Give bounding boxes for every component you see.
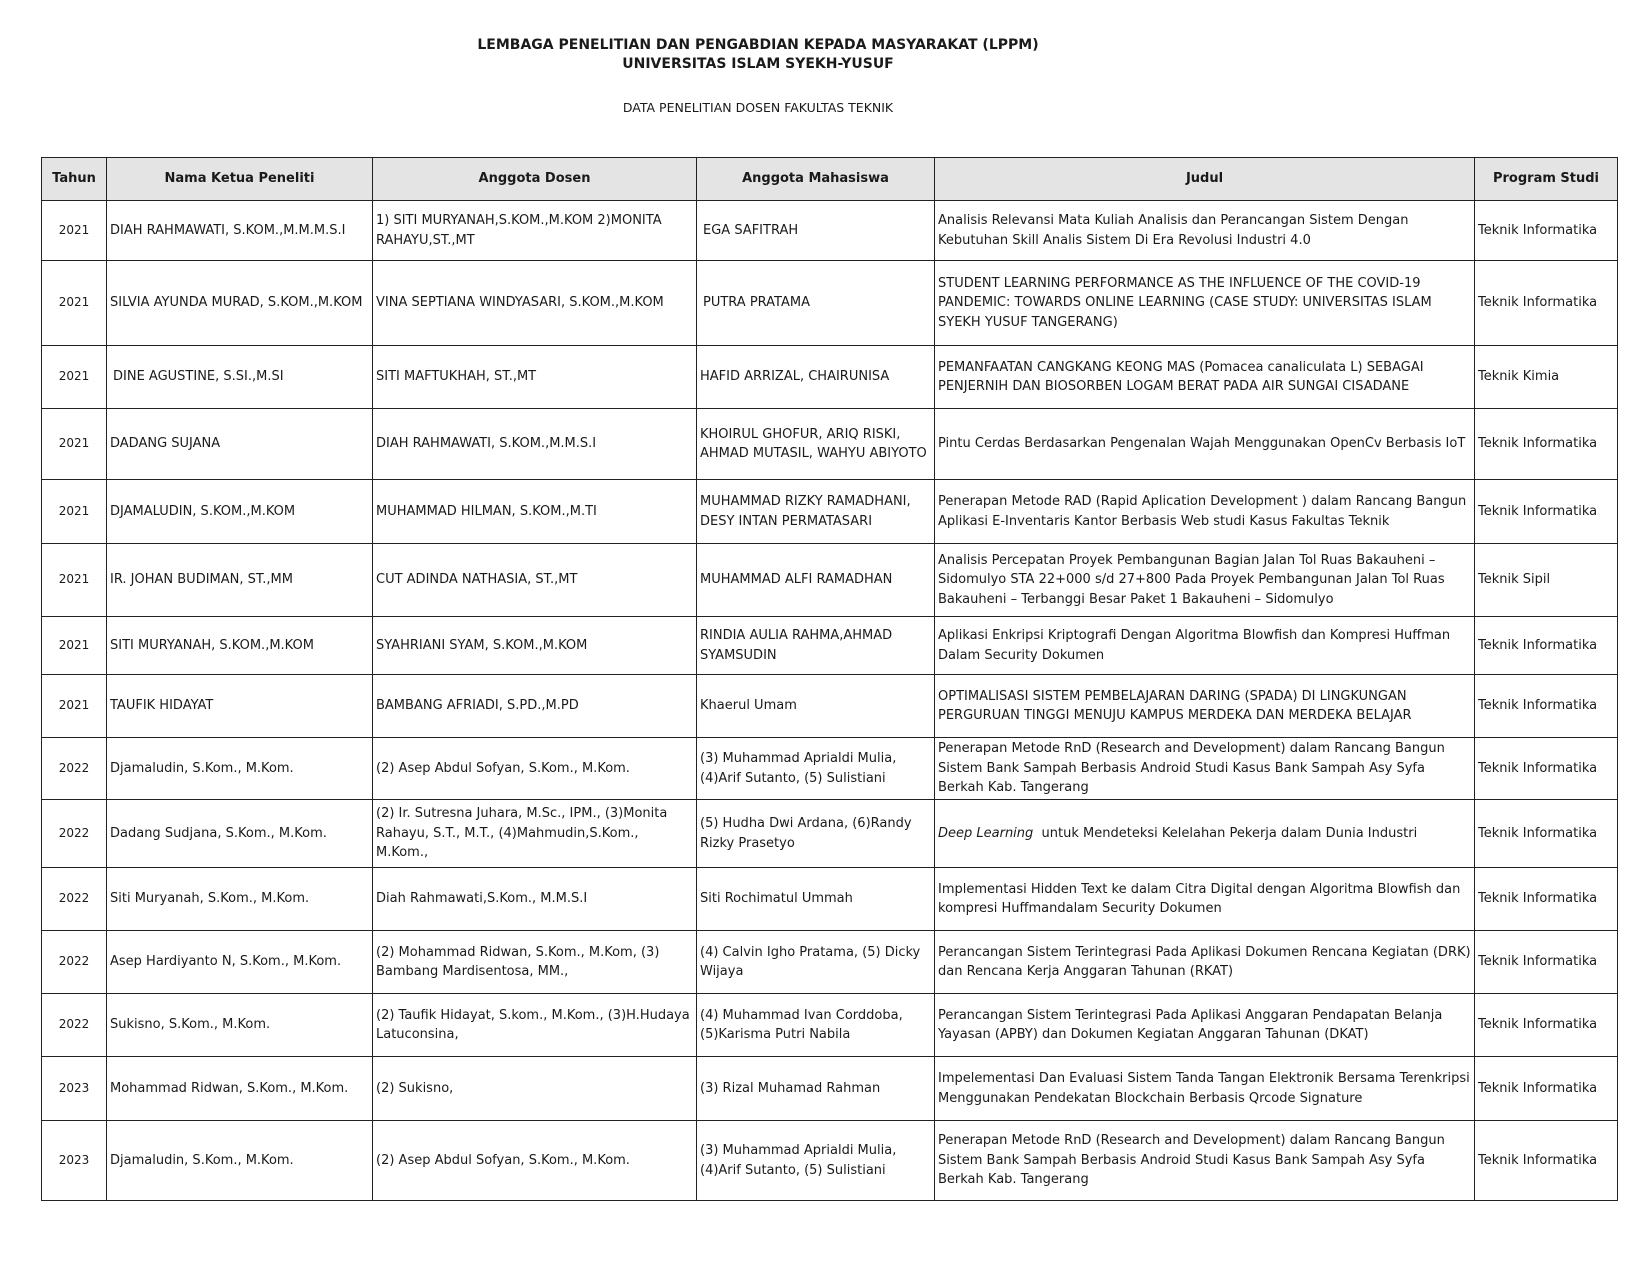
cell-judul: Perancangan Sistem Terintegrasi Pada Aplikasi Anggaran Pendapatan Belanja Yayasan (APBY) dan Dokumen Kegiatan Anggaran Tahunan (DKAT) xyxy=(935,994,1475,1057)
cell-judul: Analisis Percepatan Proyek Pembangunan Bagian Jalan Tol Ruas Bakauheni – Sidomulyo STA 22+000 s/d 27+800 Pada Proyek Pembangunan Jalan Tol Ruas Bakauheni – Terbanggi Besar Paket 1 Bakauheni – Sidomulyo xyxy=(935,544,1475,617)
cell-tahun: 2023 xyxy=(42,1057,107,1121)
table-row xyxy=(42,544,1618,617)
cell-ketua: Djamaludin, S.Kom., M.Kom. xyxy=(107,738,373,800)
cell-judul: Aplikasi Enkripsi Kriptografi Dengan Algoritma Blowfish dan Kompresi Huffman Dalam Security Dokumen xyxy=(935,617,1475,675)
cell-prodi: Teknik Informatika xyxy=(1475,617,1618,675)
university-title: UNIVERSITAS ISLAM SYEKH-YUSUF xyxy=(622,56,894,72)
cell-ketua: DADANG SUJANA xyxy=(107,409,373,480)
cell-judul: STUDENT LEARNING PERFORMANCE AS THE INFLUENCE OF THE COVID-19 PANDEMIC: TOWARDS ONLINE LEARNING (CASE STUDY: UNIVERSITAS ISLAM SYEKH YUSUF TANGERANG) xyxy=(935,261,1475,346)
cell-ketua: SILVIA AYUNDA MURAD, S.KOM.,M.KOM xyxy=(107,261,373,346)
cell-dosen: SITI MAFTUKHAH, ST.,MT xyxy=(373,346,697,409)
cell-dosen: (2) Ir. Sutresna Juhara, M.Sc., IPM., (3)Monita Rahayu, S.T., M.T., (4)Mahmudin,S.Kom., M.Kom., xyxy=(373,800,697,868)
header-program-studi: Program Studi xyxy=(1475,158,1618,201)
cell-judul: PEMANFAATAN CANGKANG KEONG MAS (Pomacea canaliculata L) SEBAGAI PENJERNIH DAN BIOSORBEN LOGAM BERAT PADA AIR SUNGAI CISADANE xyxy=(935,346,1475,409)
cell-prodi: Teknik Informatika xyxy=(1475,261,1618,346)
cell-dosen: (2) Asep Abdul Sofyan, S.Kom., M.Kom. xyxy=(373,738,697,800)
cell-tahun: 2022 xyxy=(42,931,107,994)
cell-ketua: Dadang Sudjana, S.Kom., M.Kom. xyxy=(107,800,373,868)
cell-mahasiswa: EGA SAFITRAH xyxy=(697,201,935,261)
cell-tahun: 2021 xyxy=(42,409,107,480)
table-row xyxy=(42,409,1618,480)
cell-prodi: Teknik Informatika xyxy=(1475,409,1618,480)
cell-ketua: DINE AGUSTINE, S.SI.,M.SI xyxy=(107,346,373,409)
cell-tahun: 2021 xyxy=(42,261,107,346)
cell-ketua: Asep Hardiyanto N, S.Kom., M.Kom. xyxy=(107,931,373,994)
cell-prodi: Teknik Informatika xyxy=(1475,1121,1618,1201)
cell-dosen: VINA SEPTIANA WINDYASARI, S.KOM.,M.KOM xyxy=(373,261,697,346)
cell-prodi: Teknik Informatika xyxy=(1475,201,1618,261)
cell-mahasiswa: RINDIA AULIA RAHMA,AHMAD SYAMSUDIN xyxy=(697,617,935,675)
cell-dosen: CUT ADINDA NATHASIA, ST.,MT xyxy=(373,544,697,617)
institution-title: LEMBAGA PENELITIAN DAN PENGABDIAN KEPADA MASYARAKAT (LPPM) xyxy=(477,37,1039,53)
table-row xyxy=(42,261,1618,346)
cell-judul: Perancangan Sistem Terintegrasi Pada Aplikasi Dokumen Rencana Kegiatan (DRK) dan Rencana Kerja Anggaran Tahunan (RKAT) xyxy=(935,931,1475,994)
cell-prodi: Teknik Informatika xyxy=(1475,1057,1618,1121)
header-anggota-dosen: Anggota Dosen xyxy=(373,158,697,201)
cell-dosen: (2) Asep Abdul Sofyan, S.Kom., M.Kom. xyxy=(373,1121,697,1201)
table-header-row xyxy=(42,158,1618,201)
cell-judul: Implementasi Hidden Text ke dalam Citra Digital dengan Algoritma Blowfish dan kompresi Huffmandalam Security Dokumen xyxy=(935,868,1475,931)
cell-ketua: TAUFIK HIDAYAT xyxy=(107,675,373,738)
cell-mahasiswa: MUHAMMAD RIZKY RAMADHANI, DESY INTAN PERMATASARI xyxy=(697,480,935,544)
cell-prodi: Teknik Informatika xyxy=(1475,738,1618,800)
cell-mahasiswa: (4) Calvin Igho Pratama, (5) Dicky Wijaya xyxy=(697,931,935,994)
cell-tahun: 2022 xyxy=(42,994,107,1057)
header-anggota-mahasiswa: Anggota Mahasiswa xyxy=(697,158,935,201)
table-row xyxy=(42,994,1618,1057)
cell-ketua: DJAMALUDIN, S.KOM.,M.KOM xyxy=(107,480,373,544)
cell-tahun: 2021 xyxy=(42,544,107,617)
cell-tahun: 2022 xyxy=(42,738,107,800)
cell-mahasiswa: (3) Rizal Muhamad Rahman xyxy=(697,1057,935,1121)
table-row xyxy=(42,868,1618,931)
cell-judul: Pintu Cerdas Berdasarkan Pengenalan Wajah Menggunakan OpenCv Berbasis IoT xyxy=(935,409,1475,480)
cell-prodi: Teknik Informatika xyxy=(1475,994,1618,1057)
cell-mahasiswa: (3) Muhammad Aprialdi Mulia, (4)Arif Sutanto, (5) Sulistiani xyxy=(697,738,935,800)
table-row xyxy=(42,346,1618,409)
table-row xyxy=(42,800,1618,868)
cell-judul: Impelementasi Dan Evaluasi Sistem Tanda Tangan Elektronik Bersama Terenkripsi Menggunakan Pendekatan Blockchain Berbasis Qrcode Signature xyxy=(935,1057,1475,1121)
cell-mahasiswa: KHOIRUL GHOFUR, ARIQ RISKI, AHMAD MUTASIL, WAHYU ABIYOTO xyxy=(697,409,935,480)
cell-ketua: IR. JOHAN BUDIMAN, ST.,MM xyxy=(107,544,373,617)
cell-ketua: Mohammad Ridwan, S.Kom., M.Kom. xyxy=(107,1057,373,1121)
cell-mahasiswa: (5) Hudha Dwi Ardana, (6)Randy Rizky Prasetyo xyxy=(697,800,935,868)
cell-judul: Analisis Relevansi Mata Kuliah Analisis dan Perancangan Sistem Dengan Kebutuhan Skill Analis Sistem Di Era Revolusi Industri 4.0 xyxy=(935,201,1475,261)
cell-mahasiswa: Siti Rochimatul Ummah xyxy=(697,868,935,931)
table-row xyxy=(42,617,1618,675)
table-row xyxy=(42,480,1618,544)
cell-prodi: Teknik Informatika xyxy=(1475,931,1618,994)
cell-tahun: 2023 xyxy=(42,1121,107,1201)
cell-dosen: (2) Sukisno, xyxy=(373,1057,697,1121)
judul-italic-term: Deep Learning xyxy=(938,825,1034,841)
table-row xyxy=(42,738,1618,800)
cell-prodi: Teknik Informatika xyxy=(1475,480,1618,544)
table-row xyxy=(42,201,1618,261)
cell-tahun: 2021 xyxy=(42,480,107,544)
cell-ketua: SITI MURYANAH, S.KOM.,M.KOM xyxy=(107,617,373,675)
table-row xyxy=(42,675,1618,738)
cell-dosen: DIAH RAHMAWATI, S.KOM.,M.M.S.I xyxy=(373,409,697,480)
cell-mahasiswa: MUHAMMAD ALFI RAMADHAN xyxy=(697,544,935,617)
table-row xyxy=(42,931,1618,994)
cell-dosen: MUHAMMAD HILMAN, S.KOM.,M.TI xyxy=(373,480,697,544)
cell-judul: Penerapan Metode RAD (Rapid Aplication Development ) dalam Rancang Bangun Aplikasi E-Inventaris Kantor Berbasis Web studi Kasus Fakultas Teknik xyxy=(935,480,1475,544)
cell-tahun: 2021 xyxy=(42,617,107,675)
cell-prodi: Teknik Kimia xyxy=(1475,346,1618,409)
judul-text: untuk Mendeteksi Kelelahan Pekerja dalam Dunia Industri xyxy=(1033,825,1418,841)
table-row xyxy=(42,1121,1618,1201)
cell-dosen: (2) Taufik Hidayat, S.kom., M.Kom., (3)H.Hudaya Latuconsina, xyxy=(373,994,697,1057)
cell-dosen: SYAHRIANI SYAM, S.KOM.,M.KOM xyxy=(373,617,697,675)
cell-dosen: BAMBANG AFRIADI, S.PD.,M.PD xyxy=(373,675,697,738)
cell-mahasiswa: Khaerul Umam xyxy=(697,675,935,738)
cell-prodi: Teknik Sipil xyxy=(1475,544,1618,617)
cell-judul: Penerapan Metode RnD (Research and Development) dalam Rancang Bangun Sistem Bank Sampah Berbasis Android Studi Kasus Bank Sampah Asy Syfa Berkah Kab. Tangerang xyxy=(935,738,1475,800)
cell-prodi: Teknik Informatika xyxy=(1475,800,1618,868)
cell-prodi: Teknik Informatika xyxy=(1475,868,1618,931)
cell-ketua: DIAH RAHMAWATI, S.KOM.,M.M.M.S.I xyxy=(107,201,373,261)
cell-tahun: 2022 xyxy=(42,800,107,868)
cell-mahasiswa: (4) Muhammad Ivan Corddoba, (5)Karisma Putri Nabila xyxy=(697,994,935,1057)
cell-ketua: Djamaludin, S.Kom., M.Kom. xyxy=(107,1121,373,1201)
header-nama-ketua: Nama Ketua Peneliti xyxy=(107,158,373,201)
cell-dosen: 1) SITI MURYANAH,S.KOM.,M.KOM 2)MONITA RAHAYU,ST.,MT xyxy=(373,201,697,261)
header-tahun: Tahun xyxy=(42,158,107,201)
cell-mahasiswa: PUTRA PRATAMA xyxy=(697,261,935,346)
research-table xyxy=(41,157,1618,1201)
cell-dosen: (2) Mohammad Ridwan, S.Kom., M.Kom, (3) Bambang Mardisentosa, MM., xyxy=(373,931,697,994)
table-row xyxy=(42,1057,1618,1121)
document-header xyxy=(0,36,1516,74)
cell-mahasiswa: HAFID ARRIZAL, CHAIRUNISA xyxy=(697,346,935,409)
cell-ketua: Sukisno, S.Kom., M.Kom. xyxy=(107,994,373,1057)
document-subtitle: DATA PENELITIAN DOSEN FAKULTAS TEKNIK xyxy=(622,100,894,115)
cell-ketua: Siti Muryanah, S.Kom., M.Kom. xyxy=(107,868,373,931)
cell-mahasiswa: (3) Muhammad Aprialdi Mulia, (4)Arif Sutanto, (5) Sulistiani xyxy=(697,1121,935,1201)
cell-judul xyxy=(935,800,1475,868)
cell-dosen: Diah Rahmawati,S.Kom., M.M.S.I xyxy=(373,868,697,931)
cell-judul: Penerapan Metode RnD (Research and Development) dalam Rancang Bangun Sistem Bank Sampah Berbasis Android Studi Kasus Bank Sampah Asy Syfa Berkah Kab. Tangerang xyxy=(935,1121,1475,1201)
cell-tahun: 2021 xyxy=(42,675,107,738)
header-judul: Judul xyxy=(935,158,1475,201)
cell-judul: OPTIMALISASI SISTEM PEMBELAJARAN DARING (SPADA) DI LINGKUNGAN PERGURUAN TINGGI MENUJU KAMPUS MERDEKA DAN MERDEKA BELAJAR xyxy=(935,675,1475,738)
cell-tahun: 2022 xyxy=(42,868,107,931)
cell-prodi: Teknik Informatika xyxy=(1475,675,1618,738)
cell-tahun: 2021 xyxy=(42,346,107,409)
cell-tahun: 2021 xyxy=(42,201,107,261)
